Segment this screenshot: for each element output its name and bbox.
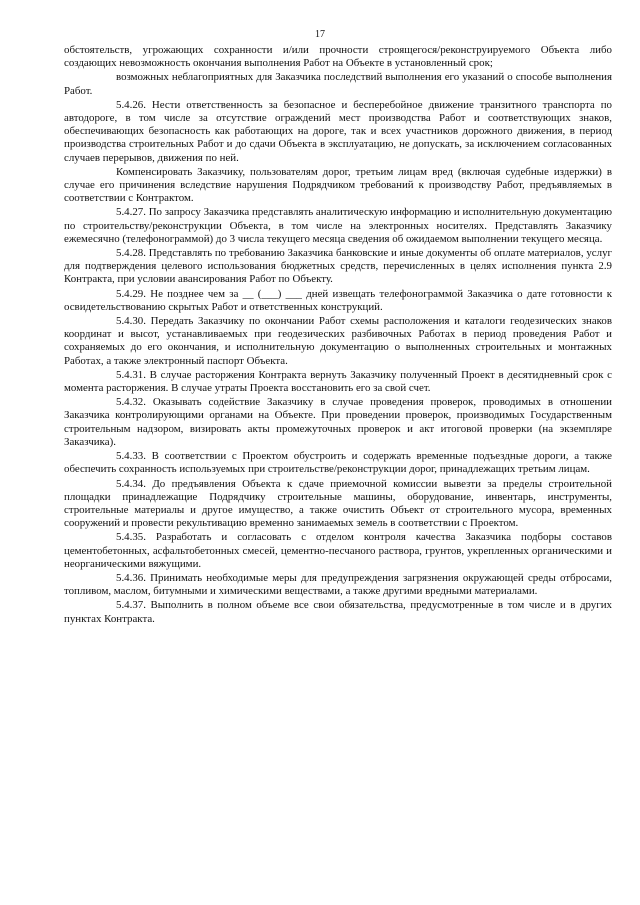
page-number: 17 bbox=[315, 29, 325, 40]
paragraph: 5.4.31. В случае расторжения Контракта вернуть Заказчику полученный Проект в десятидневный срок с момента расторжения. В случае утраты Проекта восстановить его за свой счет. bbox=[64, 368, 612, 395]
paragraph: 5.4.37. Выполнить в полном объеме все свои обязательства, предусмотренные в том числе и в других пунктах Контракта. bbox=[64, 599, 612, 625]
paragraph: Компенсировать Заказчику, пользователям дорог, третьим лицам вред (включая судебные издержки) в случае его причинения вследствие нарушения Подрядчиком требований к производству Работ, предъявляемых в соответствии с Контрактом. bbox=[64, 165, 612, 205]
document-body bbox=[64, 44, 612, 627]
paragraph: 5.4.35. Разработать и согласовать с отделом контроля качества Заказчика подборы составов цементобетонных, асфальтобетонных смесей, цементно-песчаного раствора, грунтов, укрепленных органическими и неорганическими вяжущими. bbox=[64, 531, 612, 570]
paragraph: 5.4.30. Передать Заказчику по окончании Работ схемы расположения и каталоги геодезических знаков координат и высот, устанавливаемых при геодезических разбивочных Работах в период проведения Работ и сохраняемых до его окончания, и исполнительную документацию о выполненных строительных и монтажных Работах, а также электронный паспорт Объекта. bbox=[64, 315, 612, 367]
paragraph: обстоятельств, угрожающих сохранности и/или прочности строящегося/реконструируемого Объекта либо создающих невозможность окончания выполнения Работ на Объекте в установленный срок; bbox=[64, 44, 612, 70]
paragraph: 5.4.34. До предъявления Объекта к сдаче приемочной комиссии вывезти за пределы строительной площадки принадлежащие Подрядчику строительные машины, оборудование, инвентарь, инструменты, строительные материалы и другое имущество, а также очистить Объект от строительного мусора, временных сооружений и провести рекультивацию временно занимаемых земель в соответствии с Проектом. bbox=[64, 477, 612, 530]
paragraph: 5.4.29. Не позднее чем за __ (___) ___ дней извещать телефонограммой Заказчика о дате готовности к освидетельствованию скрытых Работ и ответственных конструкций. bbox=[64, 287, 612, 313]
paragraph: 5.4.28. Представлять по требованию Заказчика банковские и иные документы об оплате материалов, услуг для подтверждения целевого использования бюджетных средств, перечисленных в целях исполнения пункта 2.9 Контракта, при условии авансирования Работ по Объекту. bbox=[64, 247, 612, 286]
paragraph: 5.4.36. Принимать необходимые меры для предупреждения загрязнения окружающей среды отбросами, топливом, маслом, битумными и химическими веществами, а также другими вредными материалами. bbox=[64, 571, 612, 598]
paragraph: 5.4.33. В соответствии с Проектом обустроить и содержать временные подъездные дороги, а также обеспечить сохранность используемых при строительстве/реконструкции дорог, принадлежащих третьим лицам. bbox=[64, 450, 612, 476]
paragraph: 5.4.26. Нести ответственность за безопасное и бесперебойное движение транзитного транспорта по автодороге, в том числе за отсутствие ограждений мест производства Работ и соответствующих знаков, обеспечивающих безопасность как работающих на дороге, так и всех участников дорожного движения, в период производства строительных Работ и до сдачи Объекта в эксплуатацию, не допускать, за исключением согласованных случаев перерывов, движения по ней. bbox=[64, 98, 612, 164]
paragraph: 5.4.32. Оказывать содействие Заказчику в случае проведения проверок, проводимых в отношении Заказчика контролирующими органами на Объекте. При проведении проверок, производимых Государственным строительным надзором, визировать акты промежуточных проверок и акт итоговой проверки (на экземпляре Заказчика). bbox=[64, 396, 612, 448]
paragraph: возможных неблагоприятных для Заказчика последствий выполнения его указаний о способе выполнения Работ. bbox=[64, 71, 612, 97]
paragraph: 5.4.27. По запросу Заказчика представлять аналитическую информацию и исполнительную документацию по строительству/реконструкции Объекта, в том числе на электронных носителях. Представлять Заказчику ежемесячно (телефонограммой) до 3 числа текущего месяца сведения об ожидаемом выполнении текущего месяца. bbox=[64, 206, 612, 245]
